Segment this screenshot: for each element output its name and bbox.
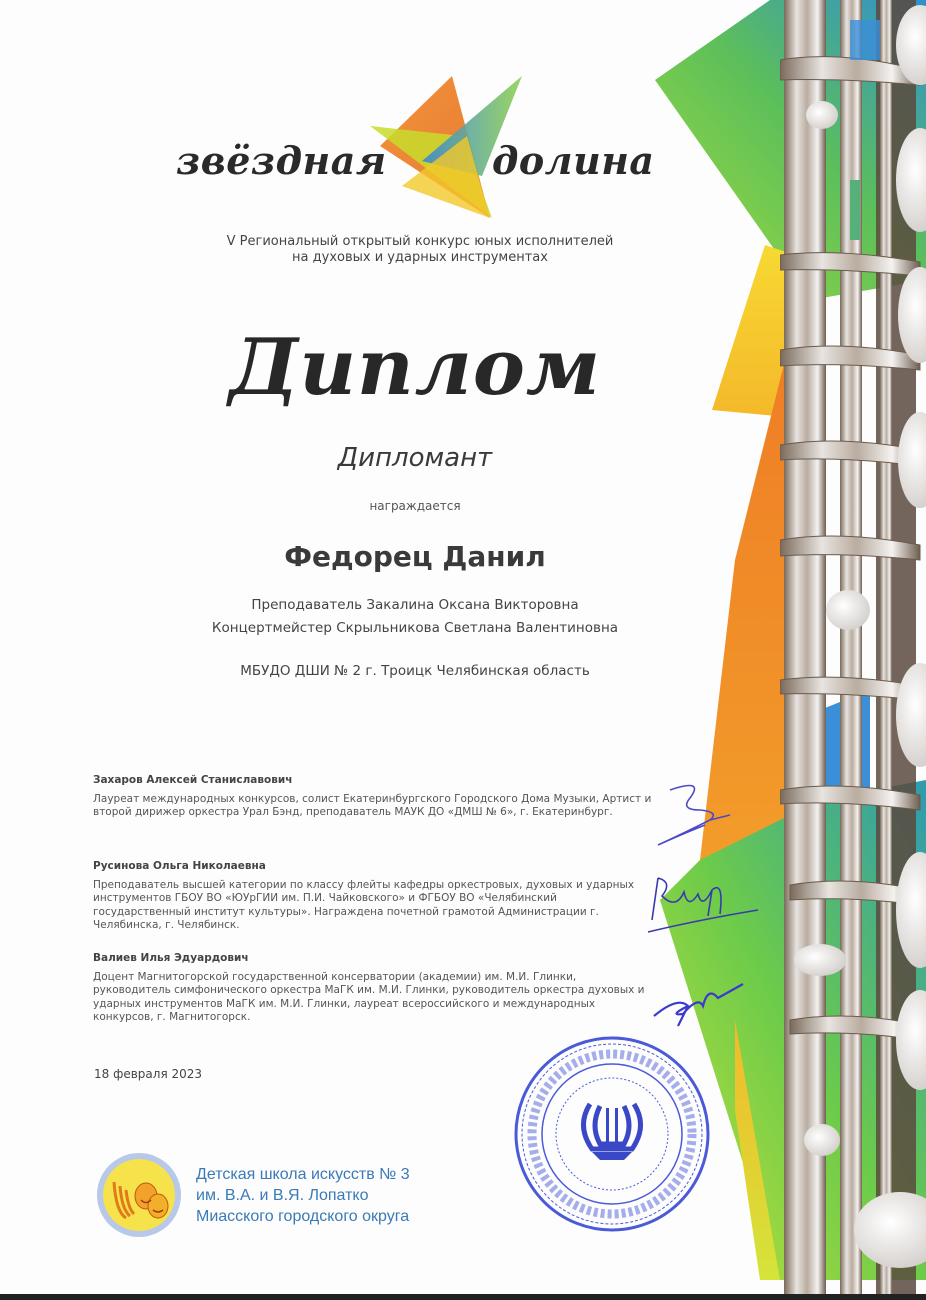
- diploma-title: Диплом: [228, 322, 602, 413]
- competition-subtitle: [170, 234, 670, 266]
- accompanist-line: Концертмейстер Скрыльникова Светлана Валентиновна: [211, 620, 619, 636]
- teacher-line: Преподаватель Закалина Оксана Викторовна: [251, 597, 579, 613]
- organizer-line-3: Миасского городского округа: [196, 1208, 410, 1225]
- jury-member-description: Лауреат международных конкурсов, солист Екатеринбургского Городского Дома Музыки, Артист и второй дирижер оркестра Урал Бэнд, преподаватель МАУК ДО «ДМШ № 6», г. Екатеринбург.: [93, 792, 652, 818]
- subtitle-line-2: на духовых и ударных инструментах: [292, 250, 548, 265]
- jury-member-name: Валиев Илья Эдуардович: [93, 952, 249, 964]
- jury-member-name: Захаров Алексей Станиславович: [93, 774, 293, 786]
- jury-member: [93, 952, 653, 1025]
- jury-member-description: Преподаватель высшей категории по классу флейты кафедры оркестровых, духовых и ударных инструментов ГБОУ ВО «ЮУрГИИ им. П.И. Чайковского» и ФГБОУ ВО «Челябинский государственный институт культуры». Награждена почетной грамотой Администрации г. Челябинска, г. Челябинск.: [93, 878, 635, 931]
- signature-rusinova: [628, 870, 768, 950]
- award-date: 18 февраля 2023: [94, 1067, 203, 1081]
- scan-bottom-edge: [0, 1294, 926, 1300]
- lyre-seal-icon: [512, 1034, 712, 1234]
- logo-word-right: долина: [492, 138, 655, 183]
- logo-word-left: звёздная: [176, 138, 387, 183]
- jury-member: [93, 860, 653, 933]
- award-rank: Дипломант: [337, 443, 493, 473]
- signature-zakharov: [650, 780, 760, 850]
- recipient-school: МБУДО ДШИ № 2 г. Троицк Челябинская область: [240, 663, 590, 679]
- jury-member-description: Доцент Магнитогорской государственной консерватории (академии) им. М.И. Глинки, руководитель симфонического оркестра МаГК им. М.И. Глинки, руководитель оркестра духовых и ударных инструментов МаГК им. М.И. Глинки, лауреат всероссийского и международных конкурсов, г. Магнитогорск.: [93, 970, 645, 1023]
- organizer-line-1: Детская школа искусств № 3: [196, 1166, 410, 1183]
- awarded-label: награждается: [369, 499, 461, 513]
- subtitle-line-1: V Региональный открытый конкурс юных исполнителей: [226, 234, 614, 249]
- theatre-masks-lyre-logo-icon: [96, 1152, 182, 1238]
- recipient-name: Федорец Данил: [284, 540, 546, 573]
- teachers-block: [140, 594, 690, 640]
- jury-member-name: Русинова Ольга Николаевна: [93, 860, 266, 872]
- organizer-line-2: им. В.А. и В.Я. Лопатко: [196, 1187, 369, 1204]
- jury-member: [93, 774, 653, 820]
- flute-illustration: [780, 0, 926, 1300]
- organizer-school-name: [196, 1164, 410, 1227]
